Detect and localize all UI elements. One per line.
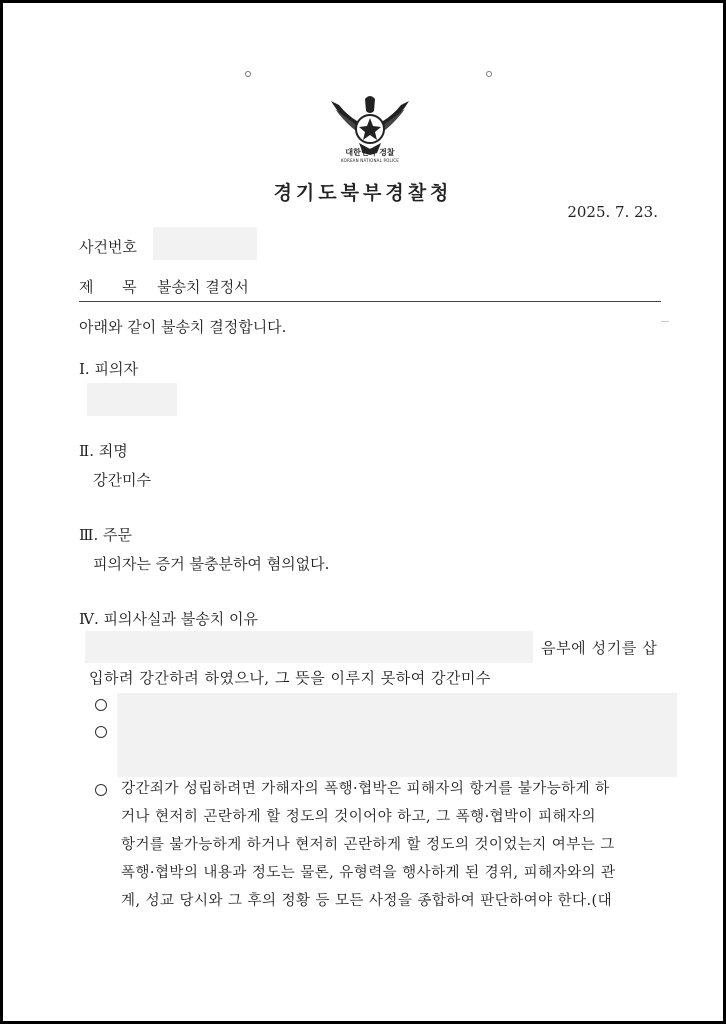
title-value: 불송치 결정서 (157, 278, 249, 296)
section-4-heading: Ⅳ. 피의사실과 불송치 이유 (79, 610, 258, 628)
bullet-circle-icon (95, 784, 107, 796)
bullet-circle-icon (95, 726, 107, 738)
redacted-case-number (153, 227, 257, 260)
disposition-text: 피의자는 증거 불충분하여 혐의없다. (93, 555, 330, 573)
reason-line: 거나 현저히 곤란하게 할 정도의 것이어야 하고, 그 폭행·협박이 피해자의 (121, 809, 596, 825)
intro-text: 아래와 같이 불송치 결정합니다. (79, 318, 287, 336)
redacted-suspect (87, 383, 177, 416)
punch-hole-mark (486, 71, 492, 77)
title-label: 제 목 (79, 278, 137, 296)
reason-paragraph (121, 775, 661, 915)
emblem-name: 대한민국 경찰 (345, 148, 395, 157)
section-3-heading: Ⅲ. 주문 (79, 526, 132, 544)
reason-line: 항거를 불가능하게 하거나 현저히 곤란하게 할 정도의 것이었는지 여부는 그 (121, 837, 615, 853)
bullet-circle-icon (95, 699, 107, 711)
facts-line-1-tail: 음부에 성기를 삽 (541, 639, 658, 657)
emblem-subtitle: KOREAN NATIONAL POLICE (341, 158, 399, 163)
redacted-facts (85, 631, 533, 663)
agency-title: 경기도북부경찰청 (273, 182, 453, 204)
title-divider (79, 301, 661, 302)
case-number-label: 사건번호 (79, 238, 137, 256)
facts-line-2: 입하려 강간하려 하였으나, 그 뜻을 이루지 못하여 강간미수 (89, 669, 491, 687)
reason-line: 폭행·협박의 내용과 정도는 물론, 유형력을 행사하게 된 경위, 피해자와의 관 (121, 865, 616, 881)
section-1-heading: Ⅰ. 피의자 (79, 360, 138, 378)
divider-mark (661, 321, 669, 322)
charge-name: 강간미수 (93, 471, 151, 489)
punch-hole-mark (245, 71, 251, 77)
section-2-heading: Ⅱ. 죄명 (79, 442, 128, 460)
document-date: 2025. 7. 23. (567, 203, 658, 221)
redacted-bullets (117, 693, 677, 777)
reason-line: 계, 성교 당시와 그 후의 정황 등 모든 사정을 종합하여 판단하여야 한다.(대 (121, 893, 613, 909)
reason-line: 강간죄가 성립하려면 가해자의 폭행·협박은 피해자의 항거를 불가능하게 하 (121, 781, 610, 797)
